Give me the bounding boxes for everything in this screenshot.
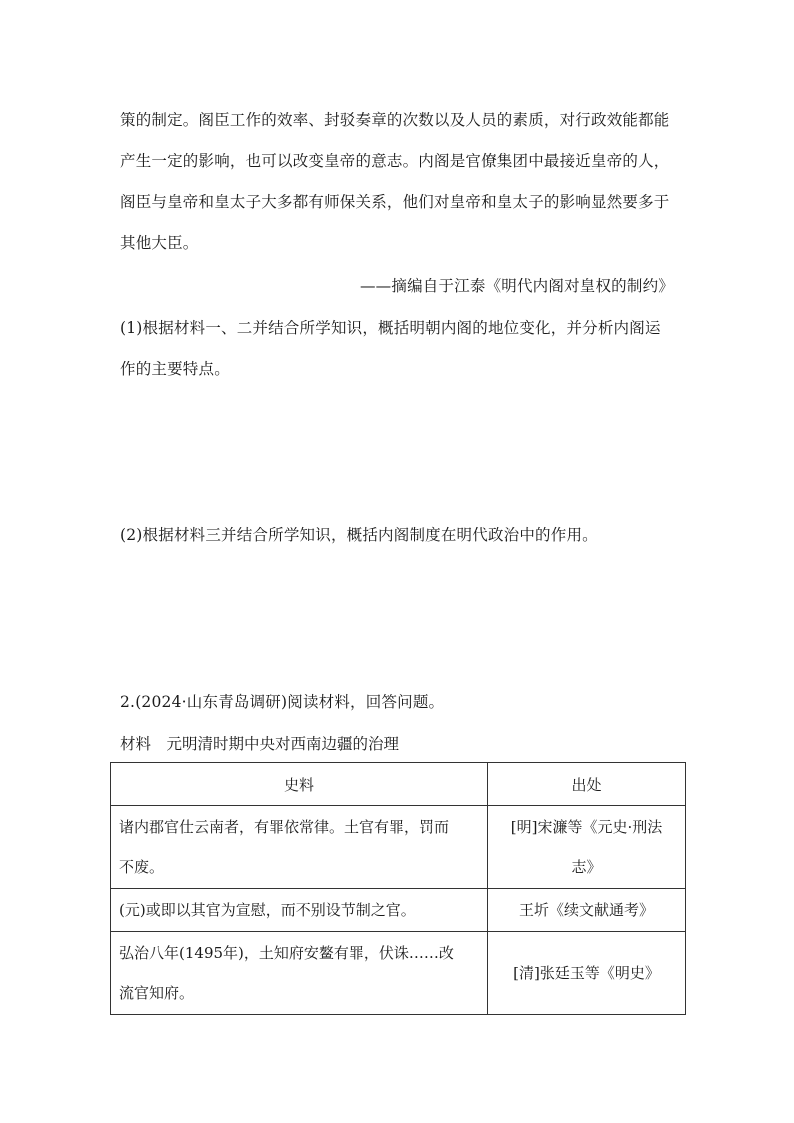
sources-table [110,762,686,1015]
origin-line: [清]张廷玉等《明史》 [513,964,660,982]
source-text-cell [111,889,488,932]
origin-line: [明]宋濂等《元史·刑法 [510,818,663,836]
origin-cell [488,806,686,889]
origin-line: 王圻《续文献通考》 [518,901,654,919]
source-text-line: (元)或即以其官为宣慰，而不别设节制之官。 [119,901,416,919]
table-row [111,889,686,932]
passage-line-3: 阁臣与皇帝和皇太子大多都有师保关系，他们对皇帝和皇太子的影响显然要多于 [120,193,670,211]
source-text-line: 不废。 [119,858,165,876]
table-row [111,806,686,889]
origin-cell [488,889,686,932]
material-caption: 材料 元明清时期中央对西南边疆的治理 [120,735,400,753]
origin-line: 志》 [571,858,602,876]
source-text-line: 诸内郡官仕云南者，有罪依常律。土官有罪，罚而 [119,818,450,836]
passage-line-4: 其他大臣。 [120,234,199,252]
source-text-line: 流官知府。 [119,984,195,1002]
question-2: (2)根据材料三并结合所学知识，概括内阁制度在明代政治中的作用。 [120,526,598,544]
table-row [111,932,686,1015]
source-text-cell [111,932,488,1015]
table-header-row [111,763,686,806]
passage-citation: ——摘编自于江泰《明代内阁对皇权的制约》 [359,277,674,295]
question-1-line-1: (1)根据材料一、二并结合所学知识，概括明朝内阁的地位变化，并分析内阁运 [120,319,661,337]
origin-cell [488,932,686,1015]
question-1-line-2: 作的主要特点。 [120,360,230,378]
passage-line-2: 产生一定的影响，也可以改变皇帝的意志。内阁是官僚集团中最接近皇帝的人， [120,152,670,170]
source-text-line: 弘治八年(1495年)，土知府安鳌有罪，伏诛……改 [119,944,454,962]
problem-2-heading: 2.(2024·山东青岛调研)阅读材料，回答问题。 [120,693,445,711]
header-source-text: 史料 [111,763,488,806]
header-origin: 出处 [488,763,686,806]
passage-line-1: 策的制定。阁臣工作的效率、封驳奏章的次数以及人员的素质，对行政效能都能 [120,111,670,129]
source-text-cell [111,806,488,889]
